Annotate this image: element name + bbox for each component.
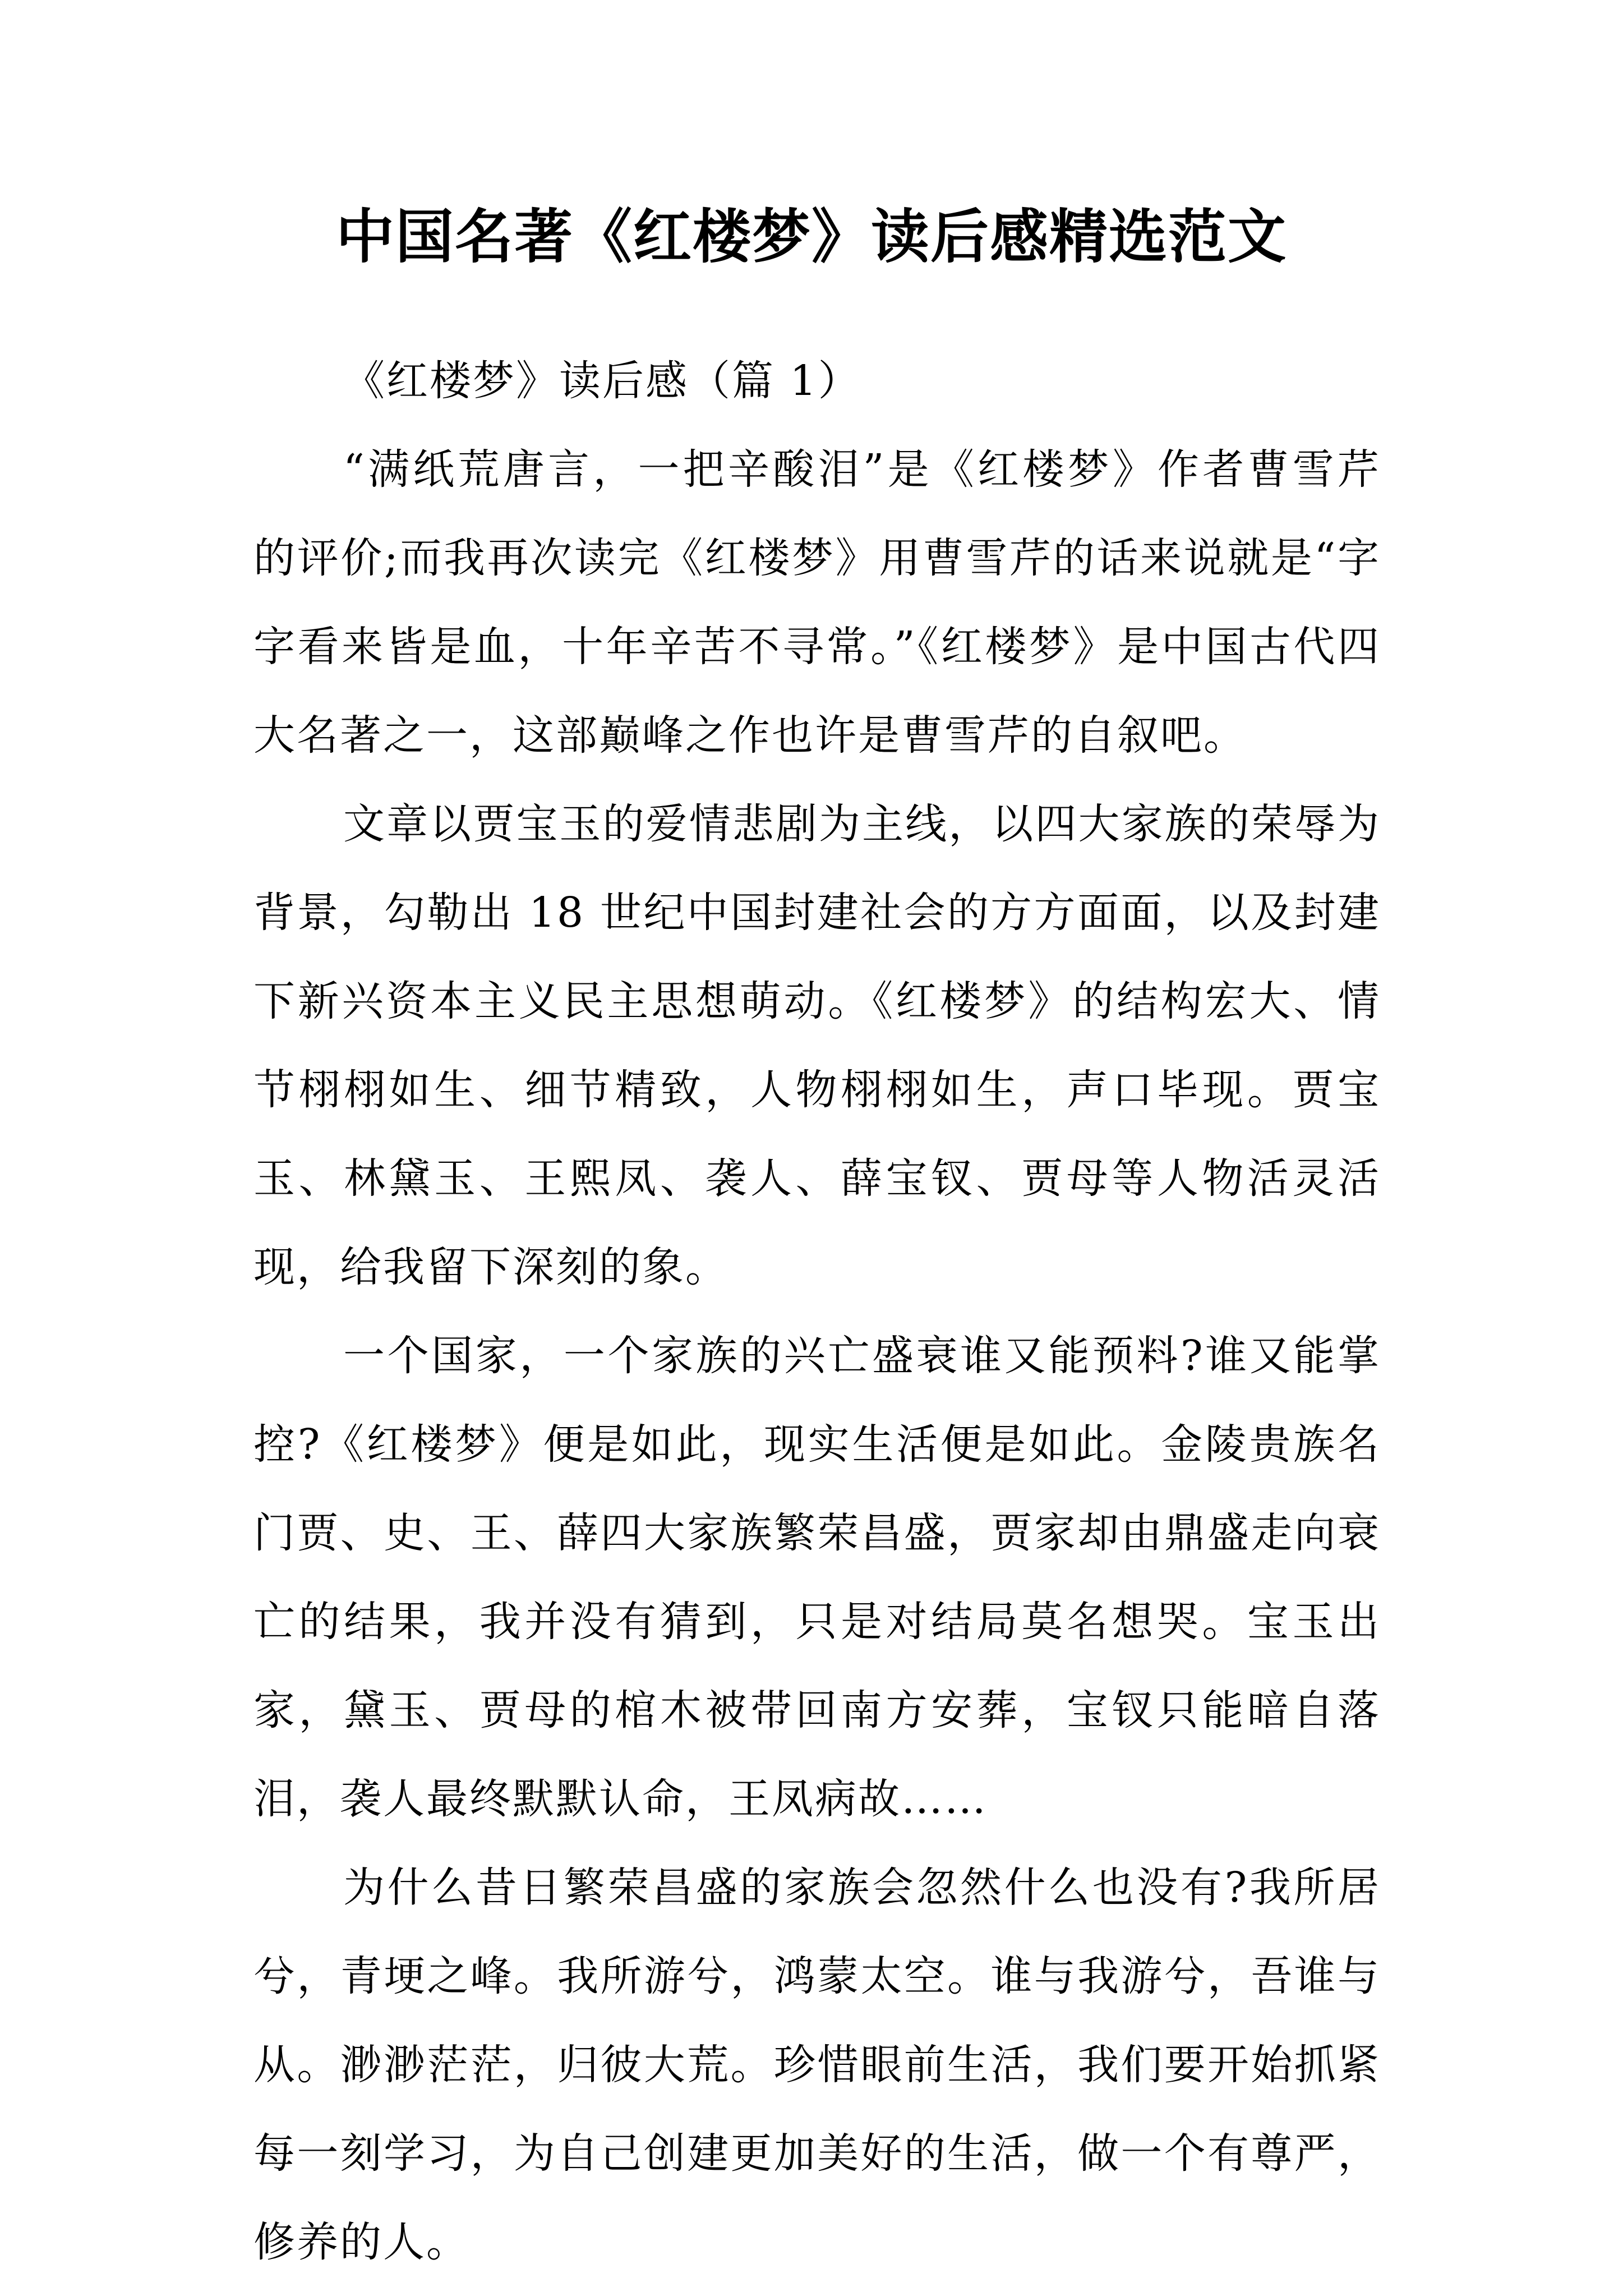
paragraph: 一个国家，一个家族的兴亡盛衰谁又能预料?谁又能掌控?《红楼梦》便是如此，现实生活便是如此。金陵贵族名门贾、史、王、薛四大家族繁荣昌盛，贾家却由鼎盛走向衰亡的结果，我并没有猜到，只是对结局莫名想哭。宝玉出家，黛玉、贾母的棺木被带回南方安葬，宝钗只能暗自落泪，袭人最终默默认命，王凤病故…… [253, 1332, 1381, 1823]
paragraph: “满纸荒唐言，一把辛酸泪”是《红楼梦》作者曹雪芹的评价;而我再次读完《红楼梦》用曹雪芹的话来说就是“字字看来皆是血，十年辛苦不寻常。”《红楼梦》是中国古代四大名著之一，这部巅峰之作也许是曹雪芹的自叙吧。 [253, 445, 1381, 760]
document-title: 中国名著《红楼梦》读后感精选范文 [335, 202, 1287, 271]
paragraph: 为什么昔日繁荣昌盛的家族会忽然什么也没有?我所居兮，青埂之峰。我所游兮，鸿蒙太空。谁与我游兮，吾谁与从。渺渺茫茫，归彼大荒。珍惜眼前生活，我们要开始抓紧每一刻学习，为自己创建更加美好的生活，做一个有尊严，修养的人。 [253, 1864, 1381, 2266]
section-heading: 《红楼梦》读后感（篇 1） [343, 357, 861, 405]
document-body [253, 337, 1381, 2286]
paragraph: 文章以贾宝玉的爱情悲剧为主线，以四大家族的荣辱为背景，勾勒出 18 世纪中国封建社会的方方面面，以及封建下新兴资本主义民主思想萌动。《红楼梦》的结构宏大、情节栩栩如生、细节精致，人物栩栩如生，声口毕现。贾宝玉、林黛玉、王熙凤、袭人、薛宝钗、贾母等人物活灵活现，给我留下深刻的象。 [253, 800, 1381, 1291]
